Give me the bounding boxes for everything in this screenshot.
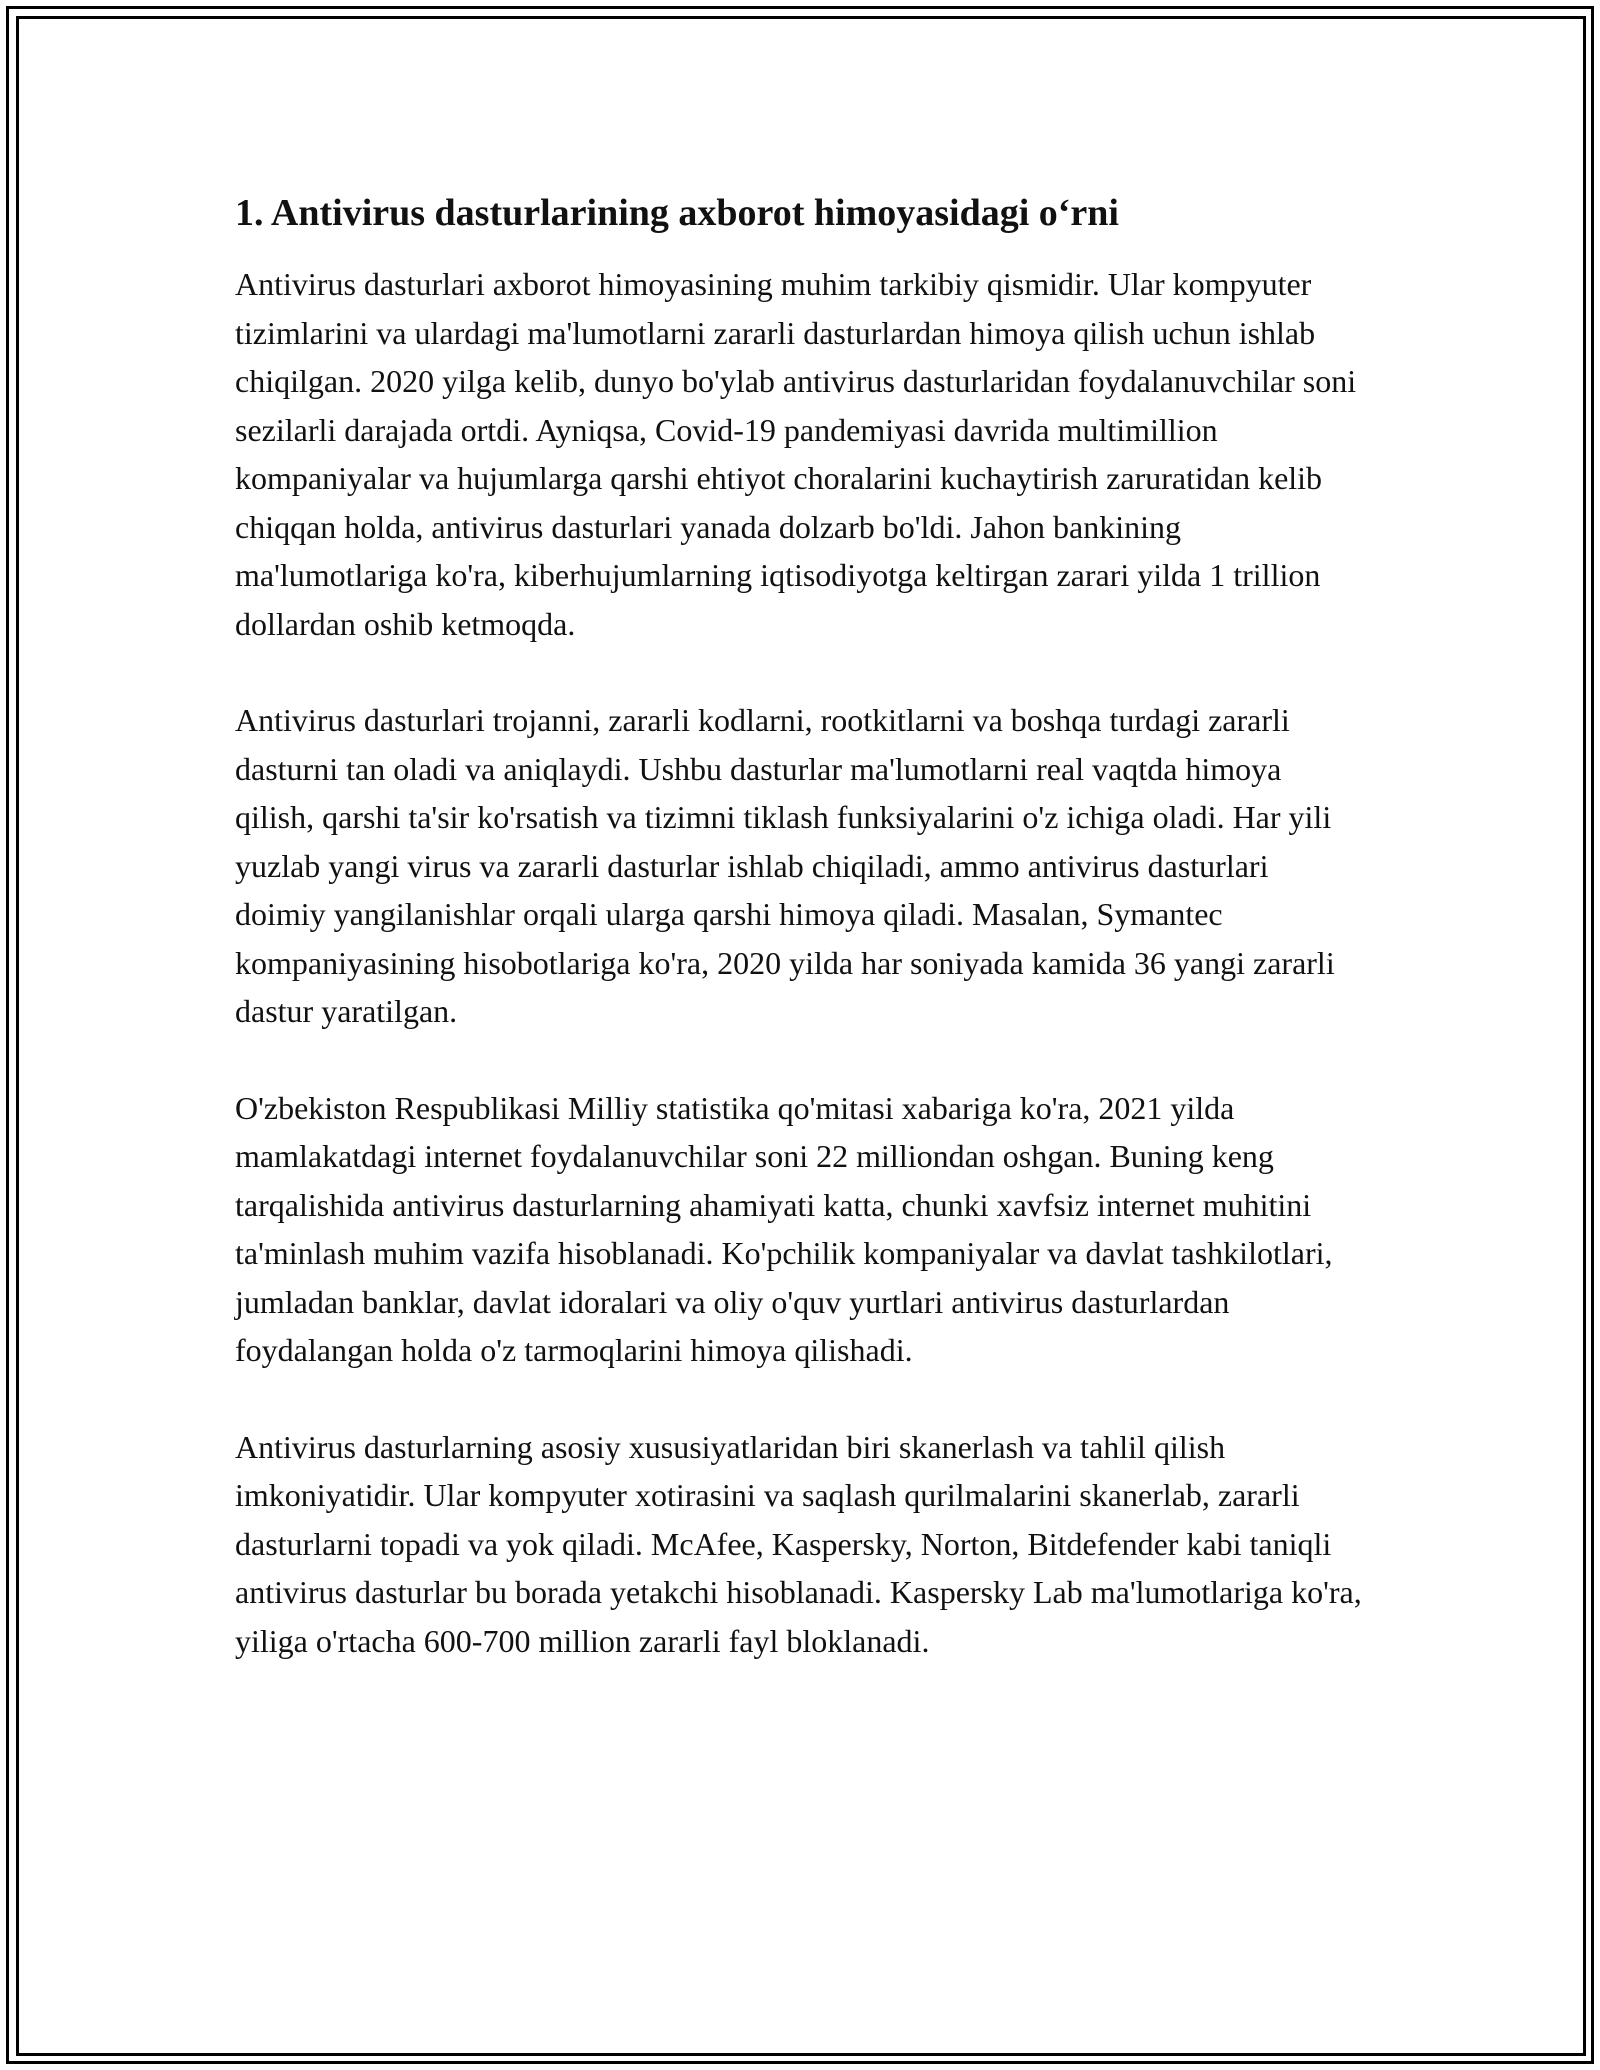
paragraph-3: O'zbekiston Respublikasi Milliy statistika qo'mitasi xabariga ko'ra, 2021 yilda mamlakatdagi internet foydalanuvchilar soni 22 milliondan oshgan. Buning keng tarqalishida antivirus dasturlarning ahamiyati katta, chunki xavfsiz internet muhitini ta'minlash muhim vazifa hisoblanadi. Ko'pchilik kompaniyalar va davlat tashkilotlari, jumladan banklar, davlat idoralari va oliy o'quv yurtlari antivirus dasturlardan foydalangan holda o'z tarmoqlarini himoya qilishadi. (235, 1089, 1333, 1368)
document-body (235, 186, 1365, 1713)
section-heading: 1. Antivirus dasturlarining axborot himoyasidagi o‘rni (235, 192, 1119, 234)
paragraph-1: Antivirus dasturlari axborot himoyasining muhim tarkibiy qismidir. Ular kompyuter tizimlarini va ulardagi ma'lumotlarni zararli dasturlardan himoya qilish uchun ishlab chiqilgan. 2020 yilga kelib, dunyo bo'ylab antivirus dasturlaridan foydalanuvchilar soni sezilarli darajada ortdi. Ayniqsa, Covid-19 pandemiyasi davrida multimillion kompaniyalar va hujumlarga qarshi ehtiyot choralarini kuchaytirish zaruratidan kelib chiqqan holda, antivirus dasturlari yanada dolzarb bo'ldi. Jahon bankining ma'lumotlariga ko'ra, kiberhujumlarning iqtisodiyotga keltirgan zarari yilda 1 trillion dollardan oshib ketmoqda. (235, 266, 1357, 642)
paragraph-4: Antivirus dasturlarning asosiy xususiyatlaridan biri skanerlash va tahlil qilish imkoniyatidir. Ular kompyuter xotirasini va saqlash qurilmalarini skanerlab, zararli dasturlarni topadi va yok qiladi. McAfee, Kaspersky, Norton, Bitdefender kabi taniqli antivirus dasturlar bu borada yetakchi hisoblanadi. Kaspersky Lab ma'lumotlariga ko'ra, yiliga o'rtacha 600-700 million zararli fayl bloklanadi. (235, 1428, 1362, 1659)
paragraph-2: Antivirus dasturlari trojanni, zararli kodlarni, rootkitlarni va boshqa turdagi zararli dasturni tan oladi va aniqlaydi. Ushbu dasturlar ma'lumotlarni real vaqtda himoya qilish, qarshi ta'sir ko'rsatish va tizimni tiklash funksiyalarini o'z ichiga oladi. Har yili yuzlab yangi virus va zararli dasturlar ishlab chiqiladi, ammo antivirus dasturlari doimiy yangilanishlar orqali ularga qarshi himoya qiladi. Masalan, Symantec kompaniyasining hisobotlariga ko'ra, 2020 yilda har soniyada kamida 36 yangi zararli dastur yaratilgan. (235, 702, 1335, 1029)
